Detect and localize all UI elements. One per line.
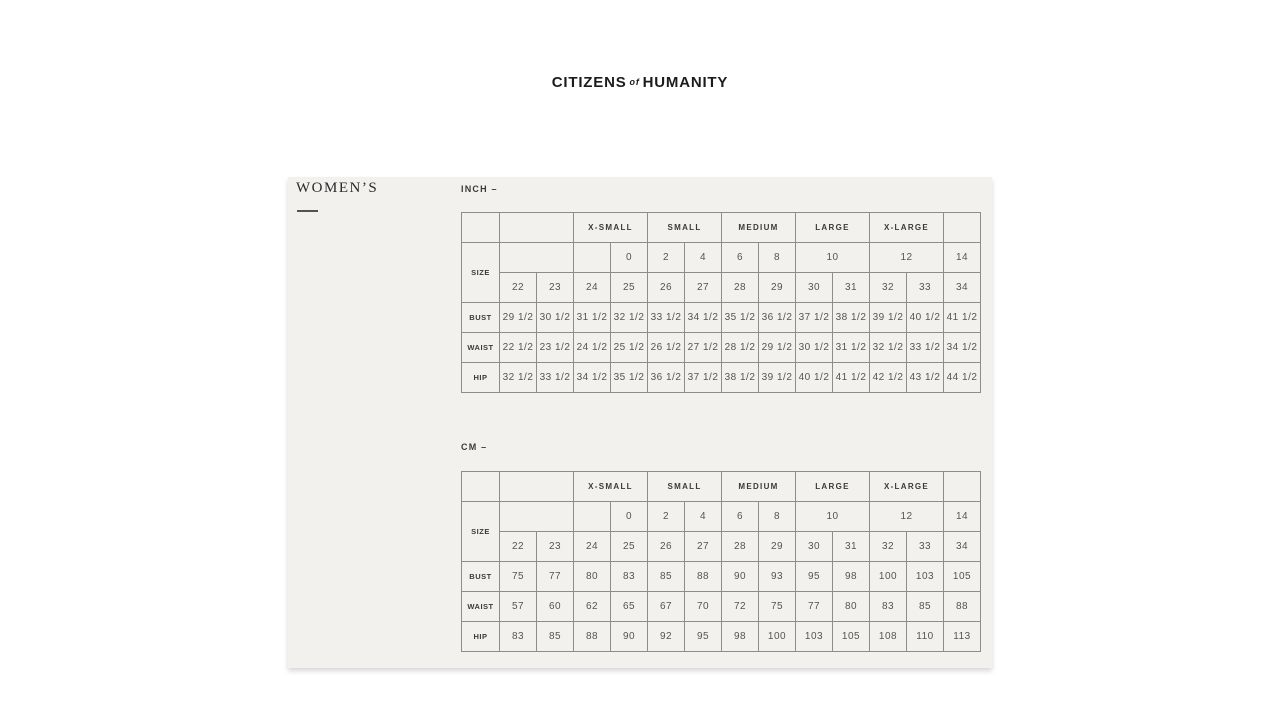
measurement-value-cell: 83 bbox=[611, 562, 648, 592]
measurement-row bbox=[462, 363, 981, 393]
measurement-value-cell: 80 bbox=[574, 562, 611, 592]
us-size-cell: 12 bbox=[870, 243, 944, 273]
measurement-value-cell: 37 1/2 bbox=[796, 303, 833, 333]
measurement-value-cell: 90 bbox=[722, 562, 759, 592]
measurement-value-cell: 26 1/2 bbox=[648, 333, 685, 363]
measurement-value-cell: 33 1/2 bbox=[907, 333, 944, 363]
measurement-value-cell: 36 1/2 bbox=[648, 363, 685, 393]
empty-cell bbox=[574, 502, 611, 532]
size-group-header-cell: SMALL bbox=[648, 213, 722, 243]
measurement-value-cell: 83 bbox=[870, 592, 907, 622]
measurement-value-cell: 98 bbox=[722, 622, 759, 652]
numeric-size-cell: 26 bbox=[648, 273, 685, 303]
us-size-cell: 14 bbox=[944, 243, 981, 273]
measurement-row bbox=[462, 562, 981, 592]
us-size-cell: 4 bbox=[685, 243, 722, 273]
numeric-size-cell: 25 bbox=[611, 273, 648, 303]
us-size-cell: 10 bbox=[796, 243, 870, 273]
size-group-header-cell: LARGE bbox=[796, 472, 870, 502]
measurement-value-cell: 100 bbox=[759, 622, 796, 652]
measurement-value-cell: 85 bbox=[648, 562, 685, 592]
numeric-size-cell: 28 bbox=[722, 273, 759, 303]
size-guide-panel bbox=[288, 177, 992, 668]
empty-cell bbox=[500, 243, 574, 273]
measurement-value-cell: 34 1/2 bbox=[944, 333, 981, 363]
measurement-value-cell: 88 bbox=[574, 622, 611, 652]
measurement-value-cell: 40 1/2 bbox=[907, 303, 944, 333]
measurement-value-cell: 75 bbox=[500, 562, 537, 592]
section-title: WOMEN’S bbox=[296, 180, 379, 196]
numeric-size-cell: 24 bbox=[574, 273, 611, 303]
measurement-value-cell: 75 bbox=[759, 592, 796, 622]
measurement-value-cell: 90 bbox=[611, 622, 648, 652]
empty-cell bbox=[574, 243, 611, 273]
numeric-size-cell: 32 bbox=[870, 273, 907, 303]
measurement-value-cell: 60 bbox=[537, 592, 574, 622]
measurement-value-cell: 85 bbox=[537, 622, 574, 652]
measurement-value-cell: 77 bbox=[537, 562, 574, 592]
measurement-value-cell: 34 1/2 bbox=[685, 303, 722, 333]
measurement-label-cell: HIP bbox=[462, 363, 500, 393]
us-size-cell: 4 bbox=[685, 502, 722, 532]
measurement-value-cell: 92 bbox=[648, 622, 685, 652]
us-size-cell: 0 bbox=[611, 243, 648, 273]
inch-unit-label: INCH – bbox=[461, 184, 498, 194]
measurement-row bbox=[462, 622, 981, 652]
brand-logo bbox=[0, 74, 1280, 91]
measurement-value-cell: 28 1/2 bbox=[722, 333, 759, 363]
measurement-value-cell: 77 bbox=[796, 592, 833, 622]
us-size-cell: 0 bbox=[611, 502, 648, 532]
logo-citizens: CITIZENS bbox=[551, 74, 627, 91]
measurement-row bbox=[462, 303, 981, 333]
measurement-value-cell: 36 1/2 bbox=[759, 303, 796, 333]
measurement-value-cell: 88 bbox=[685, 562, 722, 592]
size-group-header-cell: MEDIUM bbox=[722, 213, 796, 243]
measurement-value-cell: 30 1/2 bbox=[796, 333, 833, 363]
us-size-cell: 8 bbox=[759, 243, 796, 273]
measurement-value-cell: 31 1/2 bbox=[833, 333, 870, 363]
size-table bbox=[461, 471, 981, 652]
size-group-header-cell: X-SMALL bbox=[574, 213, 648, 243]
empty-cell bbox=[500, 502, 574, 532]
numeric-size-cell: 24 bbox=[574, 532, 611, 562]
numeric-size-cell: 25 bbox=[611, 532, 648, 562]
logo-humanity: HUMANITY bbox=[642, 74, 729, 91]
measurement-value-cell: 37 1/2 bbox=[685, 363, 722, 393]
measurement-value-cell: 32 1/2 bbox=[500, 363, 537, 393]
numeric-size-cell: 30 bbox=[796, 273, 833, 303]
measurement-value-cell: 29 1/2 bbox=[759, 333, 796, 363]
measurement-value-cell: 43 1/2 bbox=[907, 363, 944, 393]
size-label-cell: SIZE bbox=[462, 243, 500, 303]
measurement-value-cell: 35 1/2 bbox=[722, 303, 759, 333]
measurement-value-cell: 95 bbox=[685, 622, 722, 652]
title-underline bbox=[297, 210, 318, 212]
us-size-cell: 2 bbox=[648, 243, 685, 273]
measurement-value-cell: 25 1/2 bbox=[611, 333, 648, 363]
measurement-value-cell: 32 1/2 bbox=[870, 333, 907, 363]
size-table bbox=[461, 212, 981, 393]
measurement-value-cell: 83 bbox=[500, 622, 537, 652]
measurement-value-cell: 42 1/2 bbox=[870, 363, 907, 393]
measurement-label-cell: HIP bbox=[462, 622, 500, 652]
numeric-size-cell: 29 bbox=[759, 273, 796, 303]
size-group-header-cell: X-LARGE bbox=[870, 472, 944, 502]
numeric-size-cell: 22 bbox=[500, 532, 537, 562]
measurement-value-cell: 30 1/2 bbox=[537, 303, 574, 333]
empty-cell bbox=[462, 472, 500, 502]
measurement-value-cell: 100 bbox=[870, 562, 907, 592]
measurement-value-cell: 62 bbox=[574, 592, 611, 622]
measurement-value-cell: 93 bbox=[759, 562, 796, 592]
measurement-value-cell: 39 1/2 bbox=[759, 363, 796, 393]
measurement-value-cell: 70 bbox=[685, 592, 722, 622]
measurement-row bbox=[462, 333, 981, 363]
us-size-cell: 14 bbox=[944, 502, 981, 532]
us-size-cell: 8 bbox=[759, 502, 796, 532]
measurement-value-cell: 24 1/2 bbox=[574, 333, 611, 363]
us-size-cell: 6 bbox=[722, 243, 759, 273]
measurement-value-cell: 110 bbox=[907, 622, 944, 652]
empty-cell bbox=[462, 213, 500, 243]
measurement-value-cell: 103 bbox=[907, 562, 944, 592]
measurement-label-cell: WAIST bbox=[462, 592, 500, 622]
numeric-size-cell: 26 bbox=[648, 532, 685, 562]
measurement-value-cell: 39 1/2 bbox=[870, 303, 907, 333]
measurement-label-cell: BUST bbox=[462, 303, 500, 333]
numeric-size-cell: 32 bbox=[870, 532, 907, 562]
measurement-value-cell: 108 bbox=[870, 622, 907, 652]
empty-cell bbox=[944, 472, 981, 502]
measurement-value-cell: 44 1/2 bbox=[944, 363, 981, 393]
measurement-value-cell: 35 1/2 bbox=[611, 363, 648, 393]
measurement-value-cell: 38 1/2 bbox=[722, 363, 759, 393]
measurement-value-cell: 65 bbox=[611, 592, 648, 622]
measurement-value-cell: 95 bbox=[796, 562, 833, 592]
size-group-header-cell: X-LARGE bbox=[870, 213, 944, 243]
measurement-value-cell: 23 1/2 bbox=[537, 333, 574, 363]
measurement-value-cell: 67 bbox=[648, 592, 685, 622]
numeric-size-cell: 23 bbox=[537, 532, 574, 562]
numeric-size-cell: 22 bbox=[500, 273, 537, 303]
empty-cell bbox=[944, 213, 981, 243]
inch-size-table-container bbox=[461, 212, 981, 393]
measurement-label-cell: BUST bbox=[462, 562, 500, 592]
logo-of: of bbox=[629, 77, 640, 87]
measurement-value-cell: 38 1/2 bbox=[833, 303, 870, 333]
measurement-value-cell: 32 1/2 bbox=[611, 303, 648, 333]
measurement-value-cell: 105 bbox=[944, 562, 981, 592]
measurement-value-cell: 33 1/2 bbox=[537, 363, 574, 393]
measurement-value-cell: 41 1/2 bbox=[833, 363, 870, 393]
measurement-value-cell: 41 1/2 bbox=[944, 303, 981, 333]
measurement-value-cell: 72 bbox=[722, 592, 759, 622]
measurement-value-cell: 33 1/2 bbox=[648, 303, 685, 333]
numeric-size-cell: 28 bbox=[722, 532, 759, 562]
cm-unit-label: CM – bbox=[461, 442, 488, 452]
us-size-cell: 2 bbox=[648, 502, 685, 532]
size-group-header-cell: MEDIUM bbox=[722, 472, 796, 502]
numeric-size-cell: 34 bbox=[944, 273, 981, 303]
numeric-size-cell: 29 bbox=[759, 532, 796, 562]
measurement-value-cell: 85 bbox=[907, 592, 944, 622]
measurement-value-cell: 29 1/2 bbox=[500, 303, 537, 333]
measurement-value-cell: 88 bbox=[944, 592, 981, 622]
measurement-value-cell: 22 1/2 bbox=[500, 333, 537, 363]
size-group-header-cell: SMALL bbox=[648, 472, 722, 502]
measurement-label-cell: WAIST bbox=[462, 333, 500, 363]
measurement-row bbox=[462, 592, 981, 622]
size-group-header-cell: LARGE bbox=[796, 213, 870, 243]
measurement-value-cell: 57 bbox=[500, 592, 537, 622]
numeric-size-cell: 27 bbox=[685, 532, 722, 562]
measurement-value-cell: 113 bbox=[944, 622, 981, 652]
numeric-size-cell: 27 bbox=[685, 273, 722, 303]
measurement-value-cell: 40 1/2 bbox=[796, 363, 833, 393]
measurement-value-cell: 105 bbox=[833, 622, 870, 652]
size-group-header-cell: X-SMALL bbox=[574, 472, 648, 502]
us-size-cell: 6 bbox=[722, 502, 759, 532]
size-label-cell: SIZE bbox=[462, 502, 500, 562]
measurement-value-cell: 98 bbox=[833, 562, 870, 592]
numeric-size-cell: 34 bbox=[944, 532, 981, 562]
empty-cell bbox=[500, 472, 574, 502]
numeric-size-cell: 33 bbox=[907, 532, 944, 562]
numeric-size-cell: 23 bbox=[537, 273, 574, 303]
measurement-value-cell: 80 bbox=[833, 592, 870, 622]
us-size-cell: 10 bbox=[796, 502, 870, 532]
measurement-value-cell: 31 1/2 bbox=[574, 303, 611, 333]
measurement-value-cell: 27 1/2 bbox=[685, 333, 722, 363]
numeric-size-cell: 30 bbox=[796, 532, 833, 562]
numeric-size-cell: 31 bbox=[833, 273, 870, 303]
empty-cell bbox=[500, 213, 574, 243]
us-size-cell: 12 bbox=[870, 502, 944, 532]
measurement-value-cell: 34 1/2 bbox=[574, 363, 611, 393]
cm-size-table-container bbox=[461, 471, 981, 652]
numeric-size-cell: 33 bbox=[907, 273, 944, 303]
numeric-size-cell: 31 bbox=[833, 532, 870, 562]
measurement-value-cell: 103 bbox=[796, 622, 833, 652]
